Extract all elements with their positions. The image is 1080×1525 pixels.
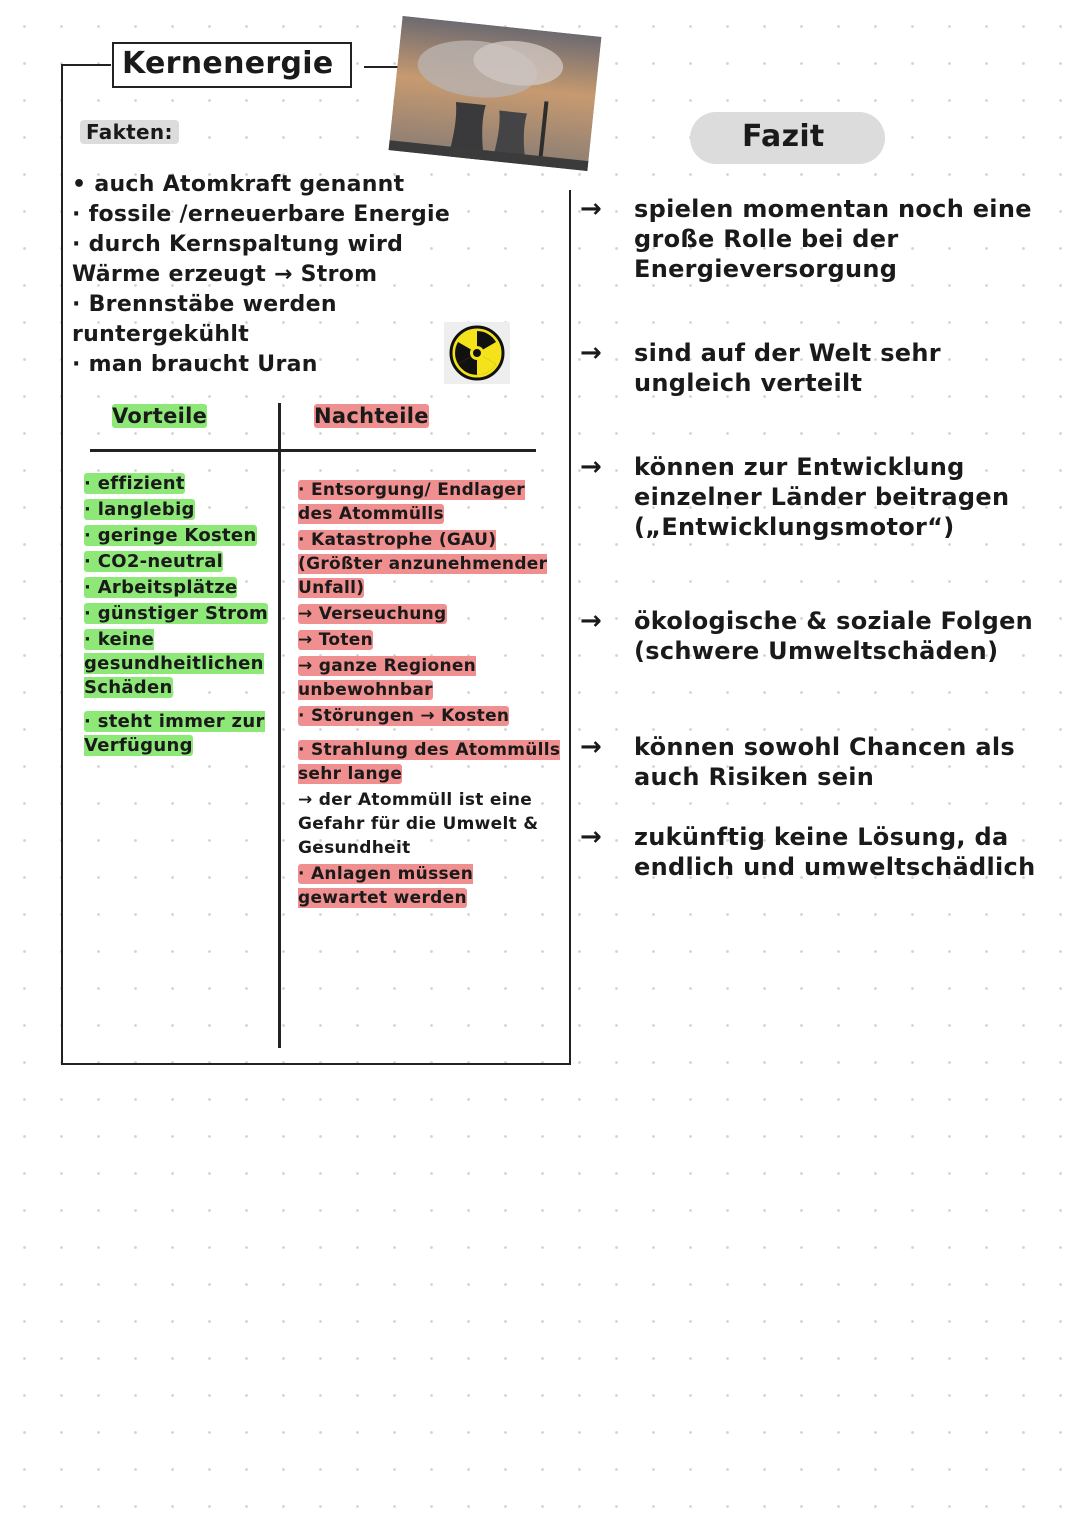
fakten-heading-text: Fakten: [80, 120, 179, 144]
frame-top-right-line [364, 66, 400, 68]
fazit-heading: Fazit [742, 119, 825, 154]
list-item: • auch Atomkraft genannt [72, 172, 405, 197]
list-item: · fossile /erneuerbare Energie [72, 202, 451, 227]
list-item: → der Atommüll ist eine Gefahr für die Umwelt & Gesundheit [298, 790, 539, 858]
list-item: · effizient [84, 473, 185, 494]
arrow-right-icon: → [580, 732, 603, 762]
table-horizontal-divider [90, 449, 536, 452]
arrow-right-icon: → [580, 822, 603, 852]
list-item: runtergekühlt [72, 322, 250, 347]
list-item: · günstiger Strom [84, 603, 269, 624]
fakten-list [72, 170, 502, 380]
frame-left-line [61, 64, 63, 1064]
fazit-item-text: sind auf der Welt sehr ungleich verteilt [634, 339, 941, 397]
fazit-item [580, 606, 1060, 666]
fazit-item-text: können zur Entwicklung einzelner Länder beitragen („Entwicklungsmotor“) [634, 453, 1010, 541]
cooling-towers-photo [388, 16, 601, 171]
vorteile-list [84, 472, 274, 760]
fakten-heading [80, 120, 179, 144]
fazit-item [580, 732, 1060, 792]
list-item: · steht immer zur Verfügung [84, 711, 265, 756]
list-item: · Entsorgung/ Endlager des Atommülls [298, 480, 525, 524]
fazit-item [580, 338, 1060, 398]
arrow-right-icon: → [580, 606, 603, 636]
list-item: · Anlagen müssen gewartet werden [298, 864, 474, 908]
fazit-item-text: zukünftig keine Lösung, da endlich und umweltschädlich [634, 823, 1036, 881]
fazit-item-text: können sowohl Chancen als auch Risiken sein [634, 733, 1015, 791]
list-item: Wärme erzeugt → Strom [72, 262, 378, 287]
list-item: · man braucht Uran [72, 352, 318, 377]
list-item: · Arbeitsplätze [84, 577, 238, 598]
list-item: · CO2-neutral [84, 551, 224, 572]
list-item: · langlebig [84, 499, 195, 520]
fazit-item-text: spielen momentan noch eine große Rolle bei der Energieversorgung [634, 195, 1032, 283]
list-item: · Brennstäbe werden [72, 292, 337, 317]
nachteile-header [314, 404, 429, 428]
fazit-item [580, 452, 1060, 542]
list-item: · durch Kernspaltung wird [72, 232, 404, 257]
arrow-right-icon: → [580, 338, 603, 368]
list-item: → Toten [298, 630, 374, 650]
list-item: → ganze Regionen unbewohnbar [298, 656, 477, 700]
frame-right-line [569, 190, 571, 1065]
list-item: → Verseuchung [298, 604, 447, 624]
fazit-item [580, 194, 1060, 284]
arrow-right-icon: → [580, 452, 603, 482]
frame-top-left-line [61, 64, 111, 66]
list-item: · geringe Kosten [84, 525, 257, 546]
list-item: · keine gesundheitlichen Schäden [84, 629, 264, 698]
list-item: · Katastrophe (GAU) (Größter anzunehmender Unfall) [298, 530, 548, 598]
frame-bottom-line [61, 1063, 571, 1065]
fazit-item-text: ökologische & soziale Folgen (schwere Umweltschäden) [634, 607, 1034, 665]
nachteile-header-text: Nachteile [314, 404, 429, 428]
radiation-hazard-icon [444, 322, 510, 384]
fazit-item [580, 822, 1060, 882]
page-title: Kernenergie [122, 46, 334, 81]
vorteile-header-text: Vorteile [112, 404, 208, 428]
arrow-right-icon: → [580, 194, 603, 224]
list-item: · Störungen → Kosten [298, 706, 510, 726]
vorteile-header [112, 404, 207, 428]
nachteile-list [298, 478, 563, 912]
table-vertical-divider [278, 403, 281, 1048]
list-item: · Strahlung des Atommülls sehr lange [298, 740, 561, 784]
